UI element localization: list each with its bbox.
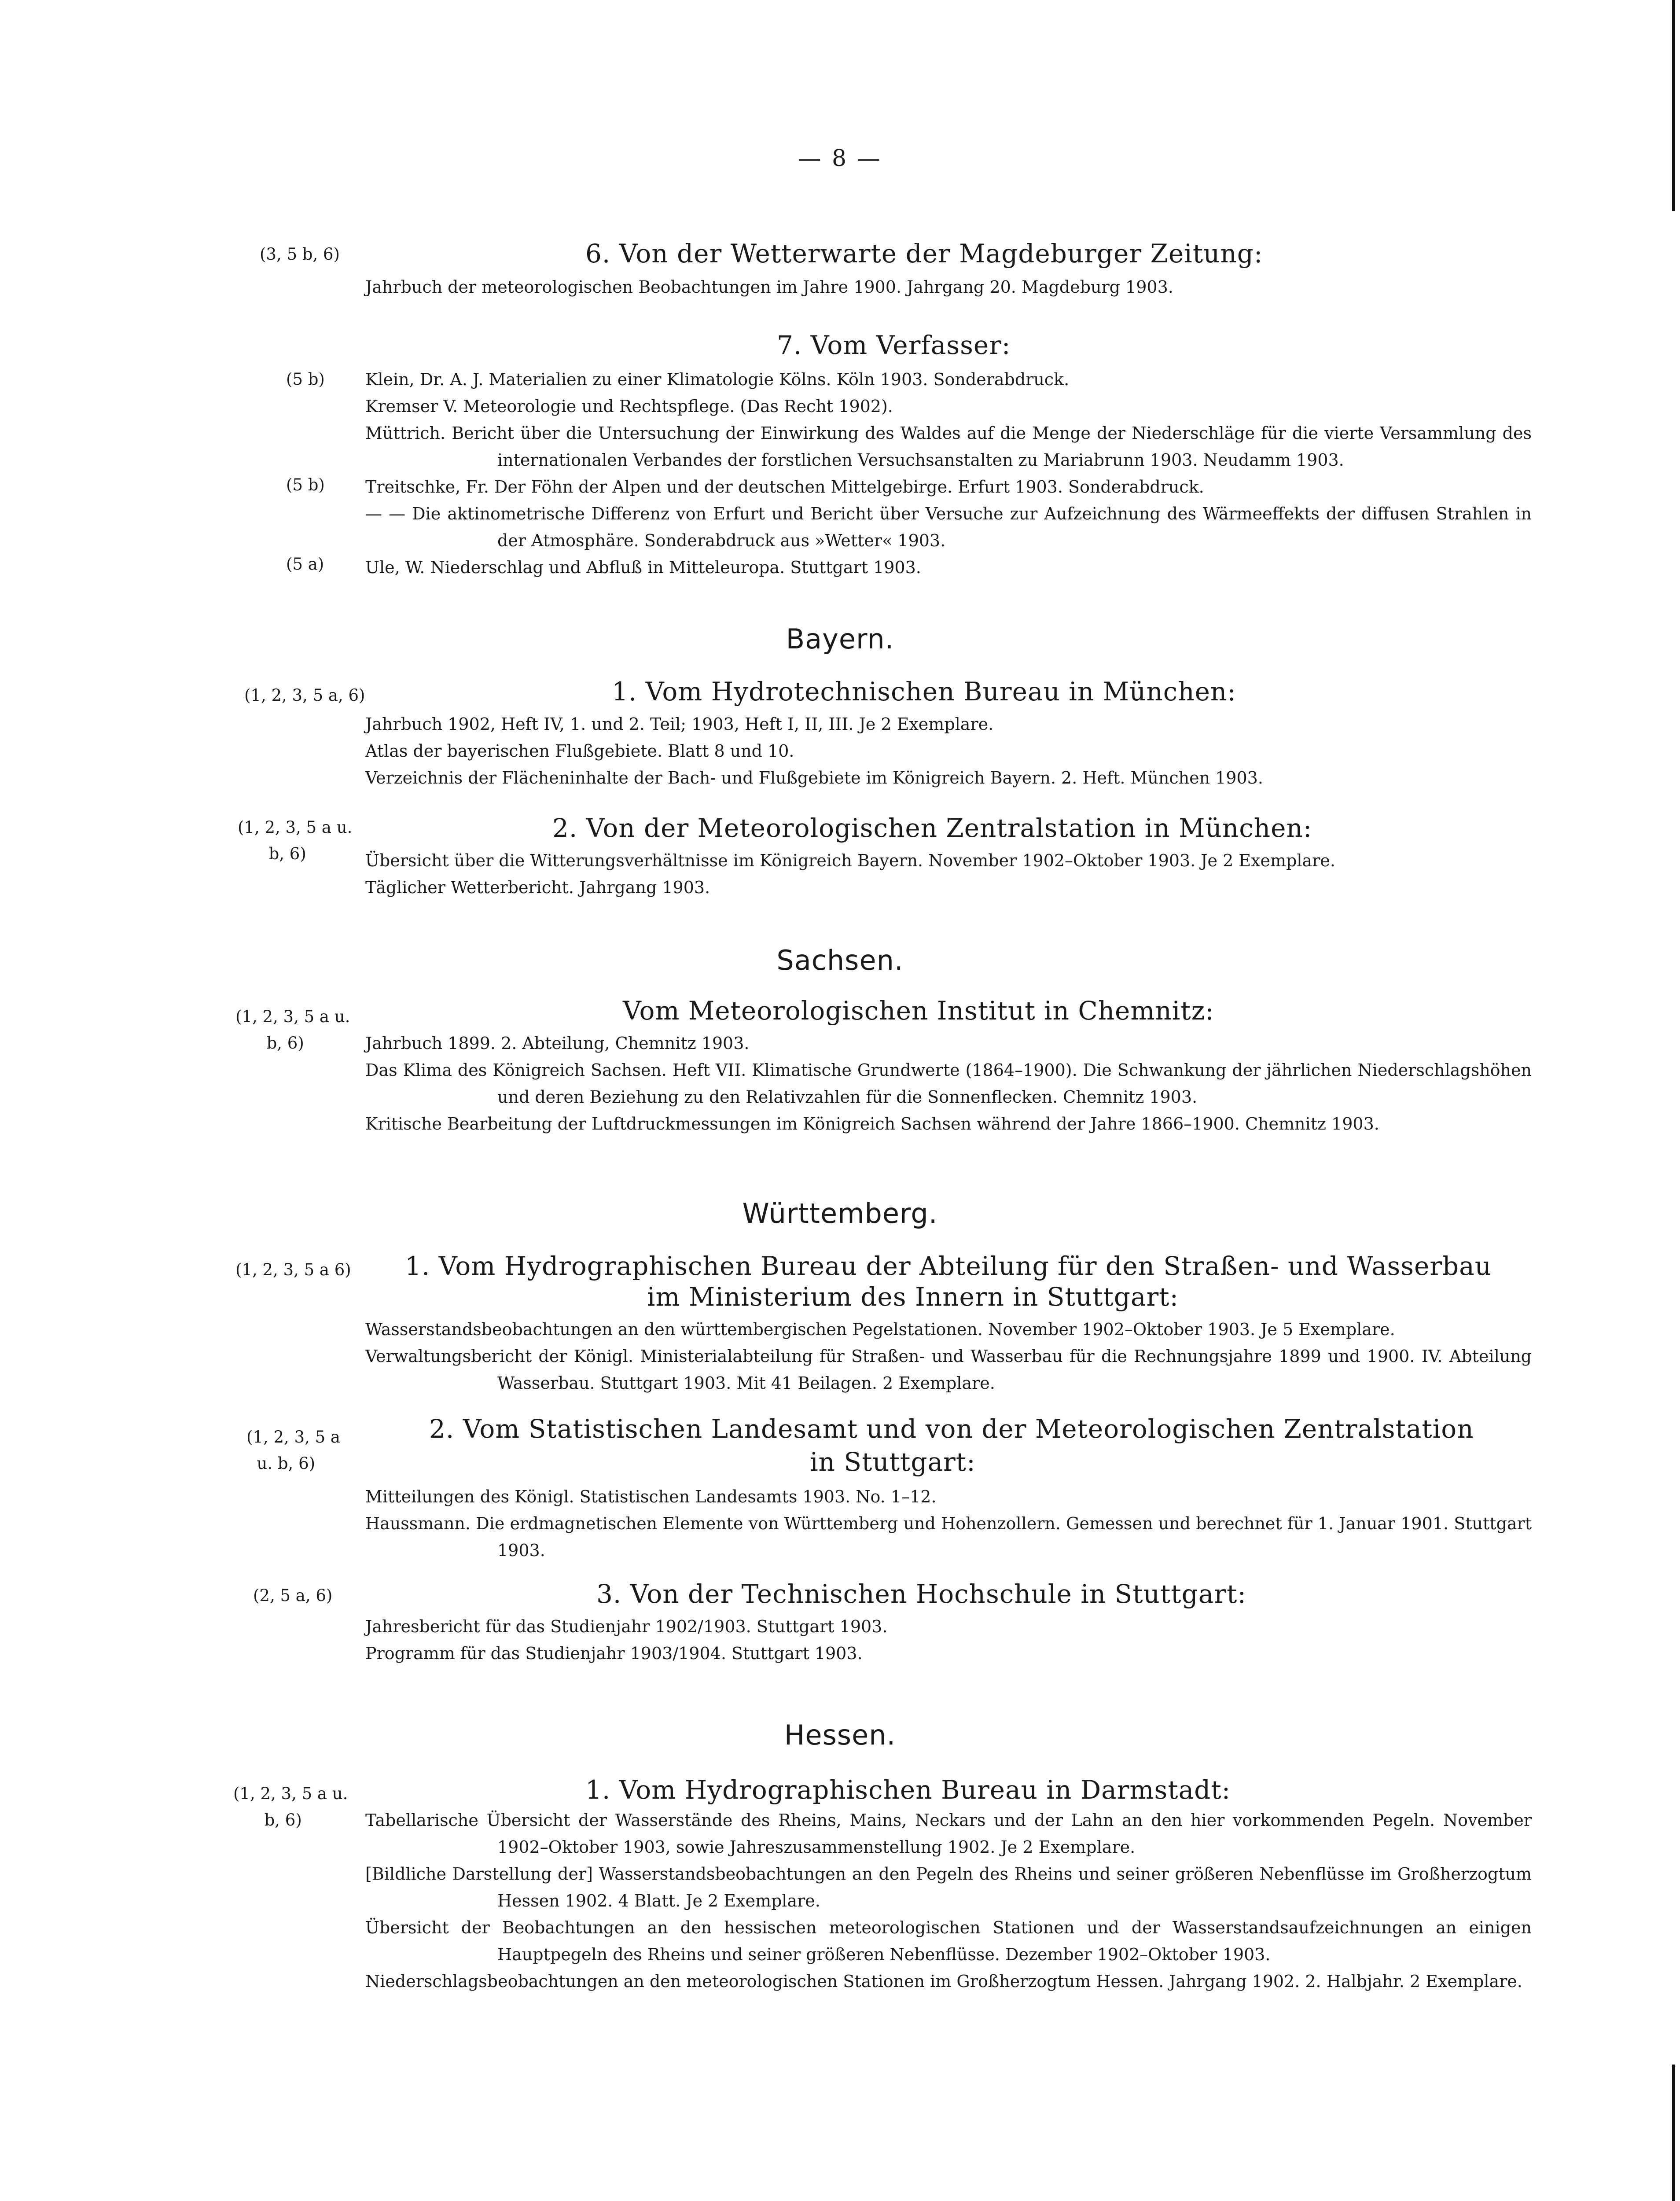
bayern-1-heading: 1. Vom Hydrotechnischen Bureau in München: xyxy=(612,677,1236,707)
entry: Atlas der bayerischen Flußgebiete. Blatt 8 und 10. xyxy=(365,741,794,761)
sachsen-heading: Vom Meteorologischen Institut in Chemnitz: xyxy=(623,996,1214,1026)
section-6-reference: (3, 5 b, 6) xyxy=(260,245,340,264)
entry: Niederschlagsbeobachtungen an den meteorologischen Stationen im Großherzogtum Hessen. Jahrgang 1902. 2. Halbjahr. 2 Exemplare. xyxy=(365,1972,1522,1991)
state-heading-sachsen: Sachsen. xyxy=(776,944,904,976)
section-7-heading: 7. Vom Verfasser: xyxy=(777,330,1011,360)
entry: Ule, W. Niederschlag und Abfluß in Mitteleuropa. Stuttgart 1903. xyxy=(365,558,921,577)
hessen-heading: 1. Vom Hydrographischen Bureau in Darmstadt: xyxy=(585,1775,1231,1805)
entry: Kremser V. Meteorologie und Rechtspflege. (Das Recht 1902). xyxy=(365,397,893,416)
bayern-1-reference: (1, 2, 3, 5 a, 6) xyxy=(244,686,365,705)
wuerttemberg-2-reference: (1, 2, 3, 5 a u. b, 6) xyxy=(246,1428,340,1473)
page-number: — 8 — xyxy=(798,145,882,172)
entry: Übersicht über die Witterungsverhältnisse im Königreich Bayern. November 1902–Oktober 1903. Je 2 Exemplare. xyxy=(365,851,1335,870)
hessen-reference: (1, 2, 3, 5 a u. b, 6) xyxy=(233,1784,348,1829)
entry: Jahrbuch der meteorologischen Beobachtungen im Jahre 1900. Jahrgang 20. Magdeburg 1903. xyxy=(365,277,1173,297)
entry: Verwaltungsbericht der Königl. Ministerialabteilung für Straßen- und Wasserbau für die Rechnungsjahre 1899 und 1900. IV. Abteilung Wasserbau. Stuttgart 1903. Mit 41 Beilagen. 2 Exemplare. xyxy=(365,1347,1532,1393)
section-7-reference-3: (5 a) xyxy=(286,555,324,574)
entry: Klein, Dr. A. J. Materialien zu einer Klimatologie Kölns. Köln 1903. Sonderabdruck. xyxy=(365,370,1070,389)
entry: Haussmann. Die erdmagnetischen Elemente von Württemberg und Hohenzollern. Gemessen und berechnet für 1. Januar 1901. Stuttgart 1903. xyxy=(365,1514,1532,1560)
section-7-reference-1: (5 b) xyxy=(286,370,325,389)
entry: Jahrbuch 1899. 2. Abteilung, Chemnitz 1903. xyxy=(365,1034,750,1053)
wuerttemberg-1-heading: 1. Vom Hydrographischen Bureau der Abteilung für den Straßen- und Wasserbau xyxy=(405,1251,1492,1281)
section-7-reference-2: (5 b) xyxy=(286,475,325,494)
section-6-entries xyxy=(365,274,1532,301)
section-6-heading: 6. Von der Wetterwarte der Magdeburger Zeitung: xyxy=(585,239,1263,269)
hessen-entries xyxy=(365,1807,1532,1995)
wuerttemberg-2-heading-line-2: in Stuttgart: xyxy=(810,1447,976,1477)
bayern-2-entries xyxy=(365,847,1532,901)
entry: Programm für das Studienjahr 1903/1904. Stuttgart 1903. xyxy=(365,1644,863,1663)
bayern-2-heading: 2. Von der Meteorologischen Zentralstation in München: xyxy=(552,813,1312,843)
entry: — — Die aktinometrische Differenz von Erfurt und Bericht über Versuche zur Aufzeichnung des Wärmeeffekts der diffusen Strahlen in der Atmosphäre. Sonderabdruck aus »Wetter« 1903. xyxy=(365,504,1532,550)
wuerttemberg-2-heading: 2. Vom Statistischen Landesamt und von der Meteorologischen Zentralstation xyxy=(429,1414,1474,1444)
entry: Wasserstandsbeobachtungen an den württembergischen Pegelstationen. November 1902–Oktober 1903. Je 5 Exemplare. xyxy=(365,1320,1395,1339)
bayern-2-reference: (1, 2, 3, 5 a u. b, 6) xyxy=(238,818,353,863)
entry: Kritische Bearbeitung der Luftdruckmessungen im Königreich Sachsen während der Jahre 1866–1900. Chemnitz 1903. xyxy=(365,1114,1379,1134)
sachsen-reference: (1, 2, 3, 5 a u. b, 6) xyxy=(235,1007,350,1053)
entry: Müttrich. Bericht über die Untersuchung der Einwirkung des Waldes auf die Menge der Niederschläge für die vierte Versammlung des internationalen Verbandes der forstlichen Versuchsanstalten zu Mariabrunn 1903. Neudamm 1903. xyxy=(365,423,1532,470)
wuerttemberg-3-reference: (2, 5 a, 6) xyxy=(253,1586,333,1605)
entry: Mitteilungen des Königl. Statistischen Landesamts 1903. No. 1–12. xyxy=(365,1487,937,1506)
wuerttemberg-1-heading-line-2: im Ministerium des Innern in Stuttgart: xyxy=(647,1282,1179,1312)
wuerttemberg-2-entries xyxy=(365,1483,1532,1564)
wuerttemberg-1-reference: (1, 2, 3, 5 a 6) xyxy=(235,1260,351,1279)
state-heading-hessen: Hessen. xyxy=(784,1719,896,1751)
entry: Jahresbericht für das Studienjahr 1902/1903. Stuttgart 1903. xyxy=(365,1617,888,1636)
state-heading-wuerttemberg: Württemberg. xyxy=(742,1197,938,1229)
state-heading-bayern: Bayern. xyxy=(786,623,894,655)
bayern-1-entries xyxy=(365,711,1532,791)
wuerttemberg-1-entries xyxy=(365,1316,1532,1397)
page-edge-top xyxy=(1672,0,1675,211)
sachsen-entries xyxy=(365,1030,1532,1137)
entry: Treitschke, Fr. Der Föhn der Alpen und der deutschen Mittelgebirge. Erfurt 1903. Sonderabdruck. xyxy=(365,477,1204,497)
entry: Täglicher Wetterbericht. Jahrgang 1903. xyxy=(365,878,710,897)
entry: Tabellarische Übersicht der Wasserstände des Rheins, Mains, Neckars und der Lahn an den hier vorkommenden Pegeln. November 1902–Oktober 1903, sowie Jahreszusammenstellung 1902. Je 2 Exemplare. xyxy=(365,1811,1532,1857)
entry: [Bildliche Darstellung der] Wasserstandsbeobachtungen an den Pegeln des Rheins und seiner größeren Nebenflüsse im Großherzogtum Hessen 1902. 4 Blatt. Je 2 Exemplare. xyxy=(365,1864,1532,1910)
entry: Verzeichnis der Flächeninhalte der Bach- und Flußgebiete im Königreich Bayern. 2. Heft. München 1903. xyxy=(365,768,1263,788)
entry: Übersicht der Beobachtungen an den hessischen meteorologischen Stationen und der Wasserstandsaufzeichnungen an einigen Hauptpegeln des Rheins und seiner größeren Nebenflüsse. Dezember 1902–Oktober 1903. xyxy=(365,1918,1532,1964)
wuerttemberg-3-heading: 3. Von der Technischen Hochschule in Stuttgart: xyxy=(596,1579,1246,1609)
entry: Jahrbuch 1902, Heft IV, 1. und 2. Teil; 1903, Heft I, II, III. Je 2 Exemplare. xyxy=(365,714,994,734)
entry: Das Klima des Königreich Sachsen. Heft VII. Klimatische Grundwerte (1864–1900). Die Schwankung der jährlichen Niederschlagshöhen und deren Beziehung zu den Relativzahlen für die Sonnenflecken. Chemnitz 1903. xyxy=(365,1060,1532,1107)
section-7-entries xyxy=(365,366,1532,581)
page-edge-bottom xyxy=(1672,2065,1675,2201)
wuerttemberg-3-entries xyxy=(365,1613,1532,1667)
